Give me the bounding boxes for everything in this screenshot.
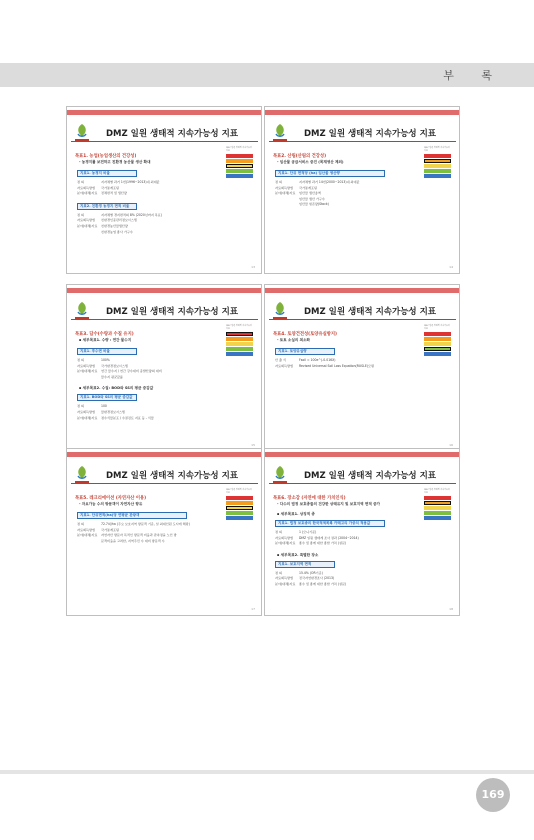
indicator-label: 지표1. 단위 면적당 (ha) 임산물 생산량 [275,170,385,177]
indicator-label: 지표2. 친환경 농경지 면적 비율 [77,203,137,210]
row-key: 분야(대체)자료 [77,415,98,420]
org-logo [71,463,93,485]
row-value: 전국자연환경조사 (2013) [299,576,335,581]
indicator-rows [275,180,415,208]
legend-swatch [424,501,451,505]
row-value: Fsoil = 100e^(-0.016X) [299,358,336,362]
row-key: 자료획득방법 [77,363,95,368]
indicator-row [77,230,217,236]
status-legend [424,147,451,179]
row-key: 정 의 [275,530,282,534]
row-key: 분야(대체)자료 [275,541,296,546]
legend-swatch [226,342,253,346]
indicator-row [77,539,217,545]
slide-panel [264,106,460,274]
legend-swatch [226,337,253,341]
slide-panel [264,448,460,616]
criterion-subtitle: ▪ 세부목표1. 수량 : 연간 물수지 [79,338,132,342]
legend-swatch [424,154,451,158]
indicator-label: 지표1. 단위면적(ha)당 연평균 관광객 [77,512,187,519]
criterion-title: 목표3. 담수(수량과 수질 유지) [75,332,134,337]
slide-panel [66,284,262,452]
slide-panel [264,284,460,452]
legend-swatch [424,174,451,178]
indicator-rows [275,571,415,588]
legend-swatch [226,347,253,351]
legend-header: DMZ 일원 생태계 지속가능성 지표 [226,489,252,494]
sub-objective: ▪ 세부목표2. 특별한 장소 [277,552,319,557]
criterion-title: 목표1. 농업(농업생산의 건강성) [75,154,137,159]
legend-swatch [226,154,253,158]
row-value: 지자체별 경지면적의 8% (2020년까지 목표) [101,212,162,217]
row-value: 국가통계포털 [299,185,317,190]
row-key: 분야(대체)자료 [77,533,98,538]
org-logo [71,121,93,143]
row-value: 72.7회/ha (주요 보호지역 방문객 기준, 일 최대인원 도시에 해당) [101,522,190,526]
row-value: 자연자산 방문자 목적인 방문객 비율과 관측정을 노인 방 [101,533,177,538]
indicator-label: 지표1. 법정 보호종의 한국적색목록 카테고리 가중치 적용값 [275,520,385,527]
row-key: 분야(대체)자료 [77,191,98,196]
legend-swatch [424,159,451,163]
row-key: 산 출 식 [275,358,286,362]
slide-title: DMZ 일원 생태적 지속가능성 지표 [105,471,239,481]
sub-objective: ▪ 세부목표1. 상징적 종 [277,512,315,516]
row-value: 임산물 생산총액 [299,191,321,196]
legend-swatch [226,164,253,168]
row-key [77,539,101,545]
row-value: 정수식물분포 / 수질검토 지표 등 - 식물 [101,415,154,420]
legend-swatch [424,337,451,341]
indicator-row [77,375,217,381]
row-value: 친환경농산물생산량 [101,223,128,228]
slide-header-bar [265,288,459,293]
row-key: 자료획득방법 [275,185,293,190]
title-underline [71,141,258,142]
legend-swatch [226,174,253,178]
indicator-label: 지표1. 보호지역 면적 [275,561,335,568]
row-value: 1 (모니기준) [299,530,317,534]
legend-swatch [226,516,253,520]
row-value: 물수지 평균값률 [101,374,123,379]
row-key: 자료획득방법 [77,218,95,223]
legend-swatch [226,511,253,515]
row-key: 자료획득방법 [275,535,293,540]
slide-header-bar [67,452,261,457]
legend-header: DMZ 일원 생태계 지속가능성 지표 [424,147,450,152]
indicator-label: 지표1. 투수면 비율 [77,348,137,355]
row-key: 자료획득방법 [77,185,95,190]
legend-swatch [226,352,253,356]
indicator-row [77,191,217,197]
row-key [77,230,101,236]
slide-panel [66,106,262,274]
footer-rule [0,770,534,774]
indicator-rows [77,522,217,544]
title-underline [71,319,258,320]
status-legend [226,147,253,179]
row-value: 문객비율을 고려한, 지역주민 수 대비 방문객 수 [101,538,165,543]
criterion-title: 목표5. 레크리에이션 (자연자산 이용) [75,496,147,501]
legend-header: DMZ 일원 생태계 지속가능성 지표 [424,325,450,330]
indicator-label: 지표1. 농경지 비율 [77,170,137,177]
status-legend [226,489,253,521]
slide-number: 15 [251,443,255,447]
legend-header: DMZ 일원 생태계 지속가능성 지표 [424,489,450,494]
row-value: Revised Universal Soil Loss Equation(RUSLE)모델 [299,363,374,368]
row-value: 전체면적 및 생산량 [101,191,127,196]
criterion-title: 목표2. 산림(산림의 건강성) [273,154,327,159]
row-key: 분야(대체)자료 [275,191,296,196]
row-key: 정 의 [77,404,84,409]
slide-number: 13 [251,265,255,269]
legend-swatch [424,164,451,168]
sub-objective: ▪ 세부목표2. 수질: BOD와 SS의 평균 증감값 [79,386,154,391]
row-value: 연간 물수지 / 연간 강수대비 증발산량의 대비 [101,369,162,374]
row-key: 정 의 [275,570,282,575]
legend-header: DMZ 일원 생태계 지속가능성 지표 [226,325,252,330]
indicator-rows [275,358,415,369]
indicator-label: 지표1. BOD와 SS의 평균 증감값 [77,394,137,401]
row-key: 분야(대체)자료 [77,223,98,228]
row-value: 종수 및 종에 대한 종합 가치 (설문) [299,541,347,546]
org-logo [71,299,93,321]
row-key [77,375,101,381]
slide-title: DMZ 일원 생태적 지속가능성 지표 [105,129,239,139]
legend-swatch [226,501,253,505]
row-value: 임산물 현존량(Stock) [299,202,329,207]
slide-title: DMZ 일원 생태적 지속가능성 지표 [105,307,239,317]
row-value: 지자체별 과거 14번(2000~2013)내 최대값 [299,180,360,184]
indicator-rows [77,404,217,421]
criterion-subtitle: - 다수의 법정 보호종들의 건강한 상태유지 및 보호지역 면적 증가 [277,502,381,506]
legend-swatch [226,496,253,500]
criterion-title: 목표4. 토양건전성(토양유실방지) [273,332,338,337]
criterion-title: 목표6. 장소감 (자연에 대한 가치인식) [273,496,346,501]
row-key: 분야(대체)자료 [77,369,98,374]
legend-swatch [226,169,253,173]
row-key: 분야(대체)자료 [275,581,296,586]
org-logo [269,121,291,143]
row-value: 15.4% (OR기준) [299,570,323,575]
row-key: 자료획득방법 [77,527,95,532]
indicator-rows [77,213,217,235]
row-key [275,202,299,208]
page-number: 169 [476,778,510,812]
legend-swatch [424,506,451,510]
indicator-row [77,416,217,422]
row-value: 100 [101,404,107,409]
section-title: 부 록 [443,69,504,82]
row-value: 국가통계포털 [101,527,119,532]
row-value: 국가환경정보시스템 [101,363,128,368]
legend-swatch [424,496,451,500]
legend-swatch [226,332,253,336]
slide-number: 17 [251,607,255,611]
criterion-subtitle: - 자요가능 수의 방문객이 자연자산 향유 [79,502,143,506]
row-key: 정 의 [275,180,282,184]
slide-title: DMZ 일원 생태적 지속가능성 지표 [303,471,437,481]
title-underline [71,483,258,484]
row-key: 정 의 [77,212,84,217]
indicator-row [275,202,415,208]
row-value: 100% [101,358,110,362]
legend-swatch [424,169,451,173]
indicator-row [275,364,415,370]
slide-header-bar [265,110,459,115]
row-key: 정 의 [77,358,84,362]
row-key: 자료획득방법 [275,576,293,581]
indicator-rows [77,180,217,197]
row-value: 임산물 생산 가구수 [299,196,325,201]
legend-swatch [424,352,451,356]
indicator-row [275,582,415,588]
legend-swatch [226,506,253,510]
org-logo [269,299,291,321]
row-value: 물환경정보시스템 [101,409,125,414]
criterion-subtitle: - 임산물 공급서비스 증진 (목재생산 제외) [277,160,344,164]
row-value: 친환경인증관리정보시스템 [101,218,137,223]
criterion-subtitle: - 농경지를 보전하고 친환경 농산물 생산 확대 [79,160,151,164]
slide-header-bar [67,288,261,293]
org-logo [269,463,291,485]
row-value: 지자체별 과거 1번(1996~2013)내 최대값 [101,180,160,184]
row-value: 국가통계포털 [101,185,119,190]
criterion-subtitle: - 토토 소실의 최소화 [277,338,311,342]
slide-title: DMZ 일원 생태적 지속가능성 지표 [303,307,437,317]
indicator-rows [275,530,415,547]
legend-header: DMZ 일원 생태계 지속가능성 지표 [226,147,252,152]
slide-header-bar [67,110,261,115]
slide-number: 14 [449,265,453,269]
slide-number: 18 [449,607,453,611]
legend-swatch [424,516,451,520]
legend-swatch [424,332,451,336]
row-value: 친환경농업 종사 가구수 [101,229,133,234]
indicator-label: 지표1. 토양유실량 [275,348,335,355]
status-legend [226,325,253,357]
status-legend [424,489,451,521]
legend-swatch [226,159,253,163]
slide-number: 16 [449,443,453,447]
row-value: DMZ 일원 생태계 조사 결과 (2004~2014) [299,535,359,540]
slide-header-bar [265,452,459,457]
legend-swatch [424,347,451,351]
status-legend [424,325,451,357]
row-key: 자료획득방법 [77,409,95,414]
title-underline [269,319,456,320]
row-key: 정 의 [77,180,84,184]
slide-title: DMZ 일원 생태적 지속가능성 지표 [303,129,437,139]
legend-swatch [424,342,451,346]
row-key: 자료획득방법 [275,363,293,368]
slide-panel [66,448,262,616]
title-underline [269,141,456,142]
row-value: 종수 및 종에 대한 종합 가치 (설문) [299,581,347,586]
legend-swatch [424,511,451,515]
indicator-row [275,541,415,547]
title-underline [269,483,456,484]
indicator-rows [77,358,217,380]
row-key: 정 의 [77,522,84,526]
